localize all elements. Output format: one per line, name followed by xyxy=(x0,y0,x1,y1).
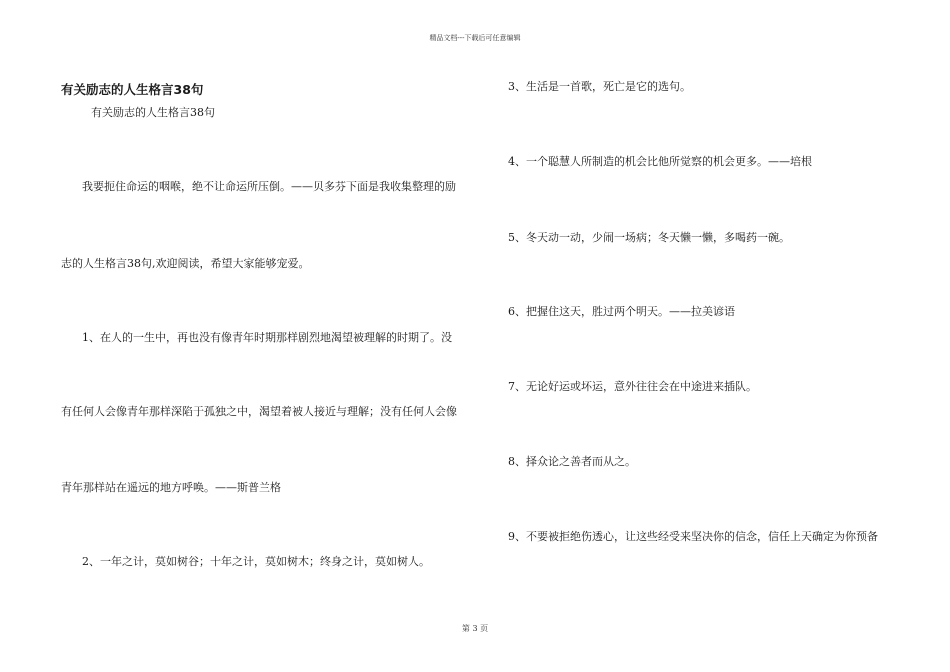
page-number: 第 3 页 xyxy=(461,624,489,633)
quote-1-line-2: 有任何人会像青年那样深陷于孤独之中，渴望着被人接近与理解；没有任何人会像 xyxy=(61,405,457,418)
header-note: 精品文档---下载后可任意编辑 xyxy=(429,34,521,42)
quote-9: 9、不要被拒绝伤透心，让这些经受来坚决你的信念，信任上天确定为你预备 xyxy=(508,530,878,543)
quote-3: 3、生活是一首歌，死亡是它的选句。 xyxy=(508,80,691,93)
quote-5: 5、冬天动一动，少闹一场病；冬天懒一懒，多喝药一碗。 xyxy=(508,231,790,244)
quote-1-line-3: 青年那样站在遥远的地方呼唤。——斯普兰格 xyxy=(61,481,281,494)
document-title: 有关励志的人生格言38句 xyxy=(61,82,204,97)
quote-1-line-1: 1、在人的一生中，再也没有像青年时期那样剧烈地渴望被理解的时期了。没 xyxy=(82,331,452,344)
quote-8: 8、择众论之善者而从之。 xyxy=(508,455,636,468)
quote-4: 4、一个聪慧人所制造的机会比他所觉察的机会更多。——培根 xyxy=(508,155,812,168)
quote-6: 6、把握住这天，胜过两个明天。——拉美谚语 xyxy=(508,305,735,318)
quote-7: 7、无论好运或坏运，意外往往会在中途进来插队。 xyxy=(508,380,757,393)
document-subtitle: 有关励志的人生格言38句 xyxy=(91,106,215,119)
intro-paragraph-line-1: 我要扼住命运的咽喉，绝不让命运所压倒。——贝多芬下面是我收集整理的励 xyxy=(82,180,456,193)
quote-2: 2、一年之计，莫如树谷；十年之计，莫如树木；终身之计，莫如树人。 xyxy=(82,555,430,568)
intro-paragraph-line-2: 志的人生格言38句,欢迎阅读，希望大家能够宠爱。 xyxy=(61,257,310,270)
